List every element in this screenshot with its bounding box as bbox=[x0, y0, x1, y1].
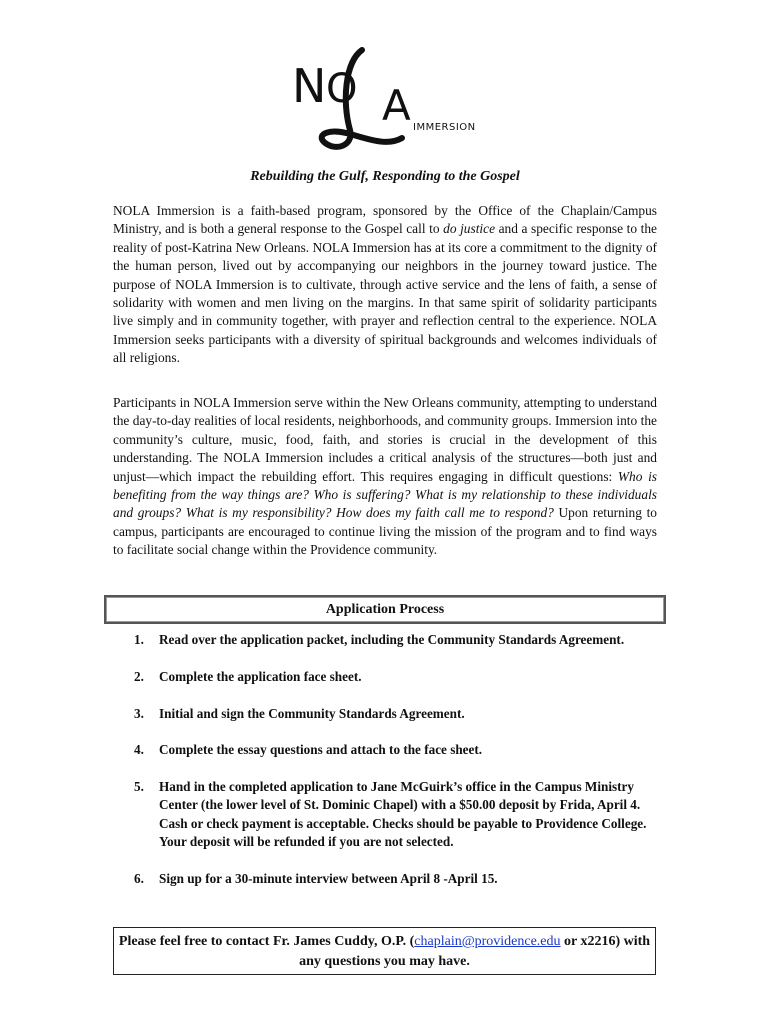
participants-questions: Who is benefiting from the way things are? Who is suffering? What is my relationship to these individuals and groups? What is my responsibility? How does my faith call me to respond? bbox=[113, 468, 658, 521]
application-step bbox=[134, 668, 654, 686]
step-number: 1. bbox=[134, 632, 144, 647]
contact-text-end: or x2216) with any questions you may have. bbox=[299, 934, 651, 969]
participants-paragraph bbox=[113, 394, 657, 560]
step-number: 5. bbox=[134, 779, 144, 795]
contact-box bbox=[113, 927, 656, 975]
application-step bbox=[134, 778, 654, 851]
application-step bbox=[134, 631, 654, 649]
logo-immersion-wordmark: IMMERSION bbox=[413, 122, 476, 133]
step-text: Hand in the completed application to Jane McGuirk’s office in the Campus Ministry Center (the lower level of St. Dominic Chapel) with a $50.00 deposit by Frida, April 4. Cash or check payment is acceptable. Checks should be payable to Providence College. Your deposit will be refunded if you are not selected. bbox=[159, 779, 647, 850]
application-steps-list bbox=[134, 631, 654, 907]
page-subtitle: Rebuilding the Gulf, Responding to the Gospel bbox=[250, 169, 520, 184]
application-step bbox=[134, 705, 654, 723]
application-step bbox=[134, 870, 654, 888]
intro-emphasis: do justice bbox=[443, 221, 496, 237]
intro-text-start: NOLA Immersion is a faith-based program, sponsored by the Office of the Chaplain/Campus Ministry, and is both a general response to the Gospel call to bbox=[113, 203, 657, 237]
step-text: Complete the essay questions and attach to the face sheet. bbox=[159, 742, 483, 758]
step-text: Complete the application face sheet. bbox=[159, 668, 362, 684]
step-number: 2. bbox=[134, 668, 144, 684]
step-number: 3. bbox=[134, 705, 144, 721]
application-step bbox=[134, 741, 654, 759]
logo-letter-a: A bbox=[382, 81, 411, 130]
logo-letter-n: N bbox=[292, 59, 327, 113]
chaplain-email-link[interactable]: chaplain@providence.edu bbox=[414, 934, 561, 949]
participants-text-end: Upon returning to campus, participants are encouraged to continue living the mission of the program and to find ways to facilitate social change within the Providence community. bbox=[113, 505, 657, 558]
contact-text-start: Please feel free to contact Fr. James Cuddy, O.P. ( bbox=[118, 934, 415, 949]
step-text: Initial and sign the Community Standards Agreement. bbox=[159, 705, 465, 721]
step-text: Read over the application packet, including the Community Standards Agreement. bbox=[159, 632, 625, 647]
step-number: 4. bbox=[134, 742, 144, 758]
intro-paragraph bbox=[113, 202, 657, 368]
step-number: 6. bbox=[134, 870, 144, 886]
participants-text-start: Participants in NOLA Immersion serve within the New Orleans community, attempting to understand the day-to-day realities of local residents, neighborhoods, and community groups. Immersion into the community’s culture, music, food, faith, and stories is crucial in the development of this understanding. The NOLA Immersion includes a critical analysis of the structures—both just and unjust—which impact the rebuilding effort. This requires engaging in difficult questions: bbox=[113, 395, 657, 484]
application-process-heading: Application Process bbox=[104, 595, 666, 624]
step-text: Sign up for a 30-minute interview between April 8 -April 15. bbox=[159, 870, 498, 886]
intro-text-end: and a specific response to the reality of post-Katrina New Orleans. NOLA Immersion has at its core a commitment to the dignity of the human person, lived out by accompanying our neighbors in the journey toward justice. The purpose of NOLA Immersion is to cultivate, through active service and the lens of faith, a sense of solidarity with women and men living on the margins. In that same spirit of solidarity participants live simply and in community together, with prayer and reflection central to the experience. NOLA Immersion seeks participants with a diversity of spiritual backgrounds and welcomes individuals of all religions. bbox=[113, 221, 657, 366]
logo-letter-o: O bbox=[326, 66, 358, 112]
nola-immersion-logo bbox=[290, 42, 480, 160]
